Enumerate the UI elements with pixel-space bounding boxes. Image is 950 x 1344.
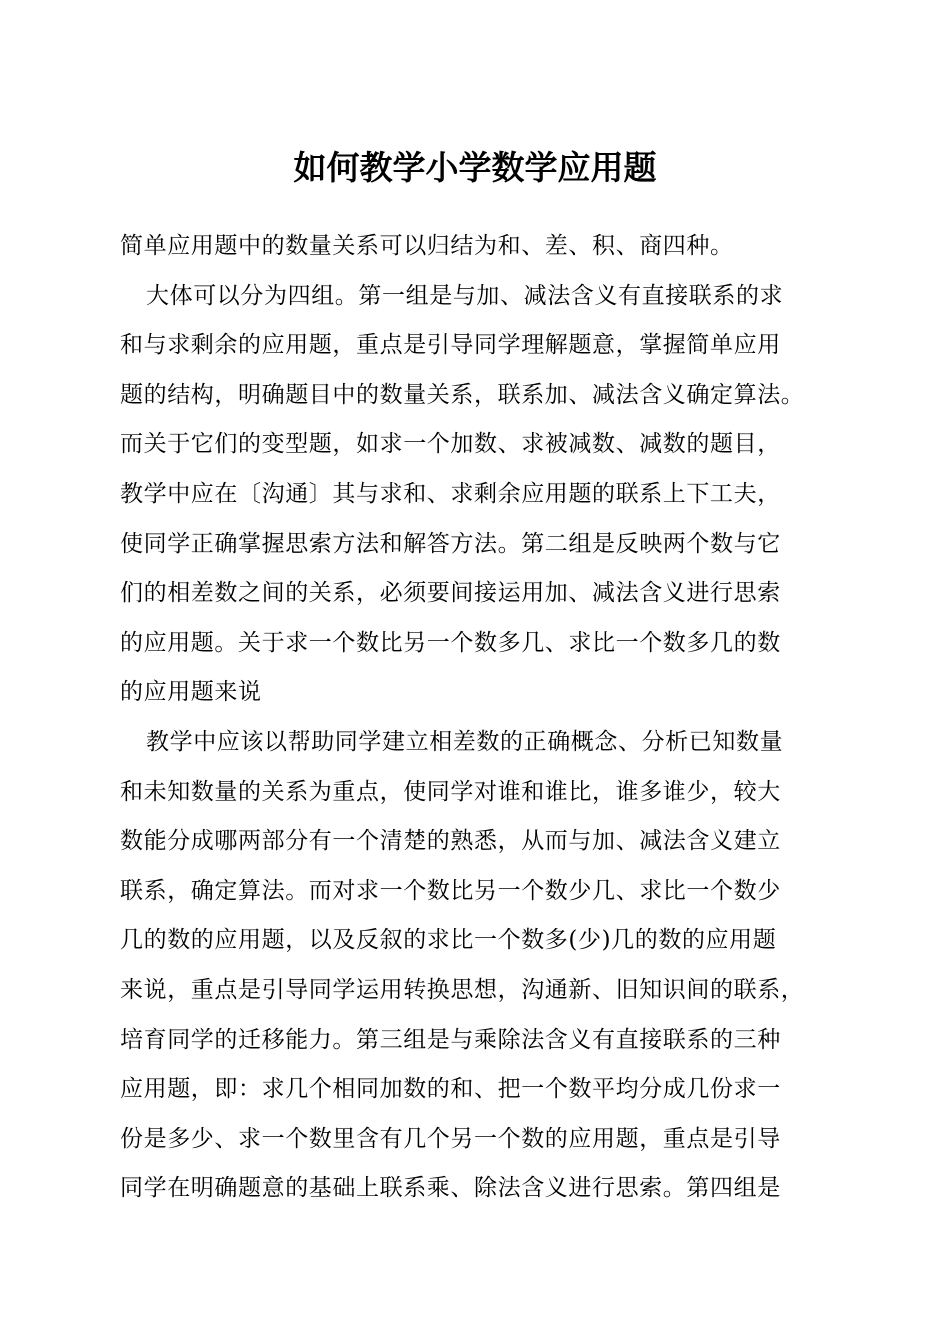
text-line: 使同学正确掌握思索方法和解答方法。第二组是反映两个数与它 [120, 530, 781, 557]
document-title: 如何教学小学数学应用题 [293, 148, 657, 187]
text-line: 简单应用题中的数量关系可以归结为和、差、积、商四种。 [120, 233, 734, 259]
text-line: 数能分成哪两部分有一个清楚的熟悉，从而与加、减法含义建立 [120, 828, 781, 855]
text-line: 培育同学的迁移能力。第三组是与乘除法含义有直接联系的三种 [120, 1026, 781, 1053]
text-line: 的应用题。关于求一个数比另一个数多几、求比一个数多几的数 [120, 629, 781, 656]
text-line: 们的相差数之间的关系，必须要间接运用加、减法含义进行思索 [120, 580, 781, 607]
text-line: 教学中应在〔沟通〕其与求和、求剩余应用题的联系上下工夫， [120, 480, 781, 507]
text-line: 而关于它们的变型题，如求一个加数、求被减数、减数的题目， [120, 431, 781, 458]
text-line: 和与求剩余的应用题，重点是引导同学理解题意，掌握简单应用 [120, 332, 781, 359]
text-line: 和未知数量的关系为重点，使同学对谁和谁比，谁多谁少，较大 [120, 778, 781, 805]
text-line: 应用题，即：求几个相同加数的和、把一个数平均分成几份求一 [120, 1076, 781, 1103]
text-line: 教学中应该以帮助同学建立相差数的正确概念、分析已知数量 [146, 728, 784, 755]
document-body [120, 222, 840, 1214]
text-line: 同学在明确题意的基础上联系乘、除法含义进行思索。第四组是 [120, 1175, 781, 1202]
text-line: 来说，重点是引导同学运用转换思想，沟通新、旧知识间的联系， [120, 976, 805, 1003]
text-line: 几的数的应用题，以及反叙的求比一个数多(少)几的数的应用题 [120, 927, 777, 954]
text-line: 份是多少、求一个数里含有几个另一个数的应用题，重点是引导 [120, 1125, 781, 1152]
text-line: 大体可以分为四组。第一组是与加、减法含义有直接联系的求 [146, 282, 784, 309]
text-line: 题的结构，明确题目中的数量关系，联系加、减法含义确定算法。 [120, 381, 805, 408]
text-line: 的应用题来说 [120, 679, 262, 706]
text-line: 联系，确定算法。而对求一个数比另一个数少几、求比一个数少 [120, 877, 781, 904]
